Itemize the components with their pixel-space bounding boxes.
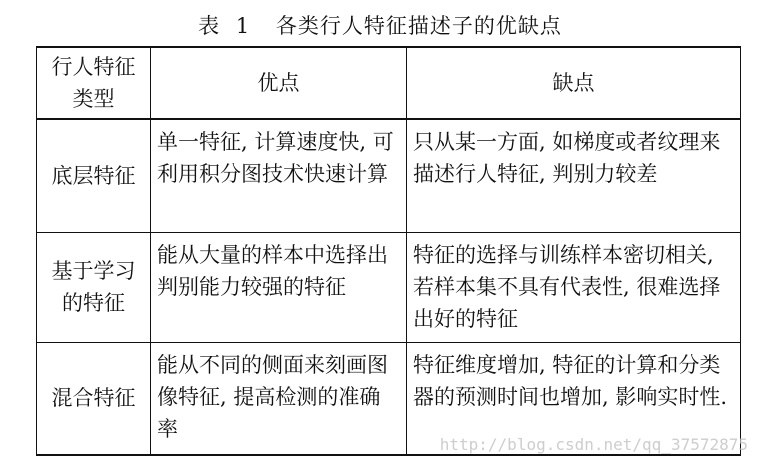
row-type: 基于学习的特征: [37, 232, 151, 342]
header-type: 行人特征类型: [37, 47, 151, 119]
caption-number: 1: [235, 14, 251, 38]
row-cons: 特征的选择与训练样本密切相关, 若样本集不具有代表性, 很难选择出好的特征: [407, 232, 741, 342]
row-pros: 能从大量的样本中选择出判别能力较强的特征: [151, 232, 407, 342]
row-cons: 特征维度增加, 特征的计算和分类器的预测时间也增加, 影响实时性.: [407, 342, 741, 455]
row-cons: 只从某一方面, 如梯度或者纹理来描述行人特征, 判别力较差: [407, 119, 741, 232]
row-type: 底层特征: [37, 119, 151, 232]
row-pros: 单一特征, 计算速度快, 可利用积分图技术快速计算: [151, 119, 407, 232]
row-pros: 能从不同的侧面来刻画图像特征, 提高检测的准确率: [151, 342, 407, 455]
feature-comparison-table: [36, 46, 741, 456]
watermark: http://blog.csdn.net/qq_37572875: [439, 435, 748, 454]
row-type: 混合特征: [37, 342, 151, 455]
caption-label: 表: [198, 14, 221, 38]
header-row: [37, 47, 741, 119]
table-row: [37, 232, 741, 342]
table-row: [37, 119, 741, 232]
header-cons: 缺点: [407, 47, 741, 119]
header-pros: 优点: [151, 47, 407, 119]
table-caption: [0, 10, 760, 40]
caption-title: 各类行人特征描述子的优缺点: [275, 14, 562, 38]
